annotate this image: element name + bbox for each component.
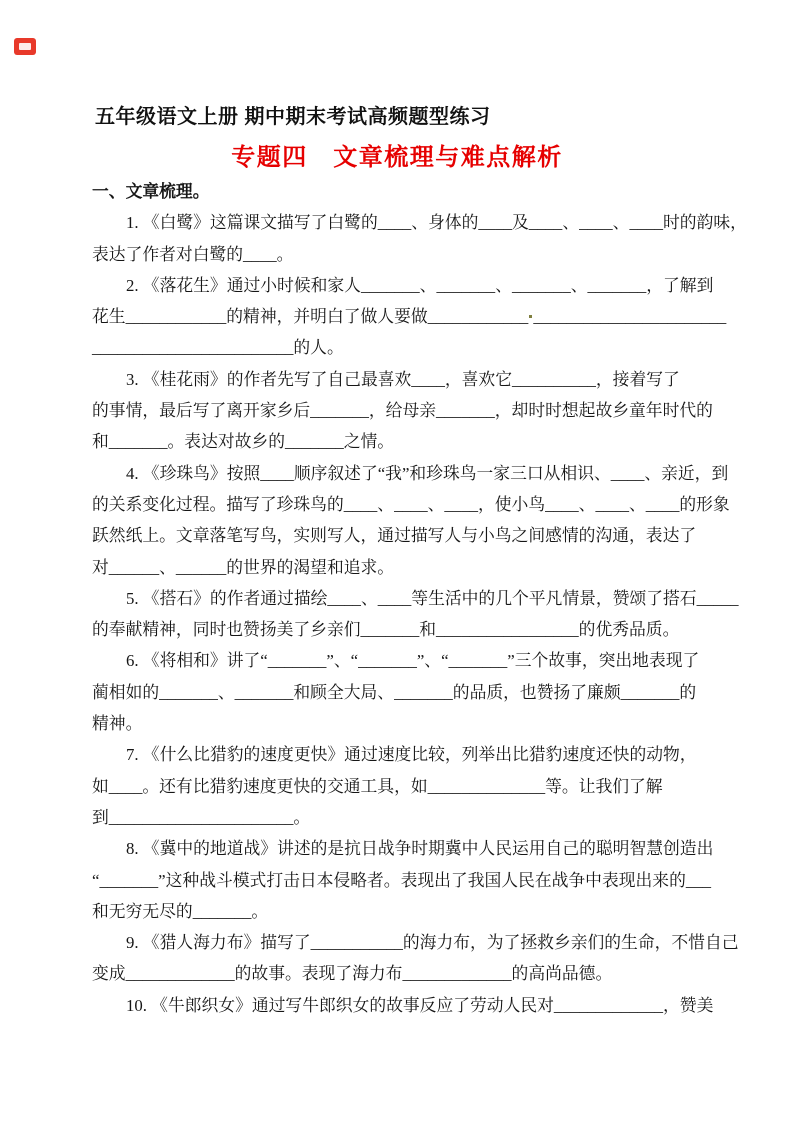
exercise-line: 6. 《将相和》讲了“_______”、“_______”、“_______”三个故事，突出地表现了 — [126, 651, 700, 671]
exercise-line: 2. 《落花生》通过小时候和家人_______、_______、_______、_______，了解到 — [126, 275, 714, 295]
exercise-line: 9. 《猎人海力布》描写了___________的海力布，为了拯救乡亲们的生命，不惜自己 — [126, 933, 739, 953]
exercise-line-segment: _______________________ — [533, 307, 727, 327]
exercise-line: 10. 《牛郎织女》通过写牛郎织女的故事反应了劳动人民对_____________，赞美 — [126, 995, 714, 1015]
exercise-line: 5. 《搭石》的作者通过描绘____、____等生活中的几个平凡情景，赞颂了搭石_____ — [126, 588, 739, 608]
exercise-line: 的事情，最后写了离开家乡后_______，给母亲_______，却时时想起故乡童年时代的 — [92, 401, 713, 421]
exercise-line: 7. 《什么比猎豹的速度更快》通过速度比较，列举出比猎豹速度还快的动物， — [126, 745, 697, 765]
exercise-line: 如____。还有比猎豹速度更快的交通工具，如______________等。让我们了解 — [92, 776, 663, 796]
exercise-line: 精神。 — [92, 714, 143, 734]
exercise-line: 4. 《珍珠鸟》按照____顺序叙述了“我”和珍珠鸟一家三口从相识、____、亲近，到 — [126, 463, 729, 483]
exercise-line: 跃然纸上。文章落笔写鸟，实则写人，通过描写人与小鸟之间感情的沟通，表达了 — [92, 526, 697, 546]
exercise-line: 蔺相如的_______、_______和顾全大局、_______的品质，也赞扬了廉颇_______的 — [92, 682, 697, 702]
exam-heading: 专题四 文章梳理与难点解析 — [231, 144, 563, 171]
exercise-line: 对______、______的世界的渴望和追求。 — [92, 557, 395, 577]
exercise-line — [92, 301, 727, 332]
exercise-line: “_______”这种战斗模式打击日本侵略者。表现出了我国人民在战争中表现出来的___ — [92, 870, 712, 890]
exercise-line: 的关系变化过程。描写了珍珠鸟的____、____、____，使小鸟____、____、____的形象 — [92, 494, 730, 514]
exercise-line: ________________________的人。 — [92, 338, 344, 358]
exercise-line: 8. 《冀中的地道战》讲述的是抗日战争时期冀中人民运用自己的聪明智慧创造出 — [126, 839, 714, 859]
exercise-line: 和无穷无尽的_______。 — [92, 901, 269, 921]
exercise-line: 3. 《桂花雨》的作者先写了自己最喜欢____，喜欢它__________，接着写了 — [126, 369, 680, 389]
exercise-line: 1. 《白鹭》这篇课文描写了白鹭的____、身体的____及____、____、____时的韵味， — [126, 213, 747, 233]
stray-ink-dot — [529, 315, 532, 318]
exercise-line: 和_______。表达对故乡的_______之情。 — [92, 432, 395, 452]
page-title: 五年级语文上册 期中期末考试高频题型练习 — [95, 106, 491, 128]
exercise-line: 到______________________。 — [92, 807, 311, 827]
exercise-line: 表达了作者对白鹭的____。 — [92, 244, 294, 264]
exercise-line: 的奉献精神，同时也赞扬美了乡亲们_______和_________________的优秀品质。 — [92, 620, 680, 640]
exercise-text-block — [92, 176, 747, 1021]
site-logo-mark — [14, 38, 36, 55]
exercise-line: 变成_____________的故事。表现了海力布_____________的高尚品德。 — [92, 964, 613, 984]
exercise-line-segment: 花生____________的精神，并明白了做人要做____________ — [92, 307, 529, 327]
section-heading: 一、文章梳理。 — [92, 182, 210, 201]
